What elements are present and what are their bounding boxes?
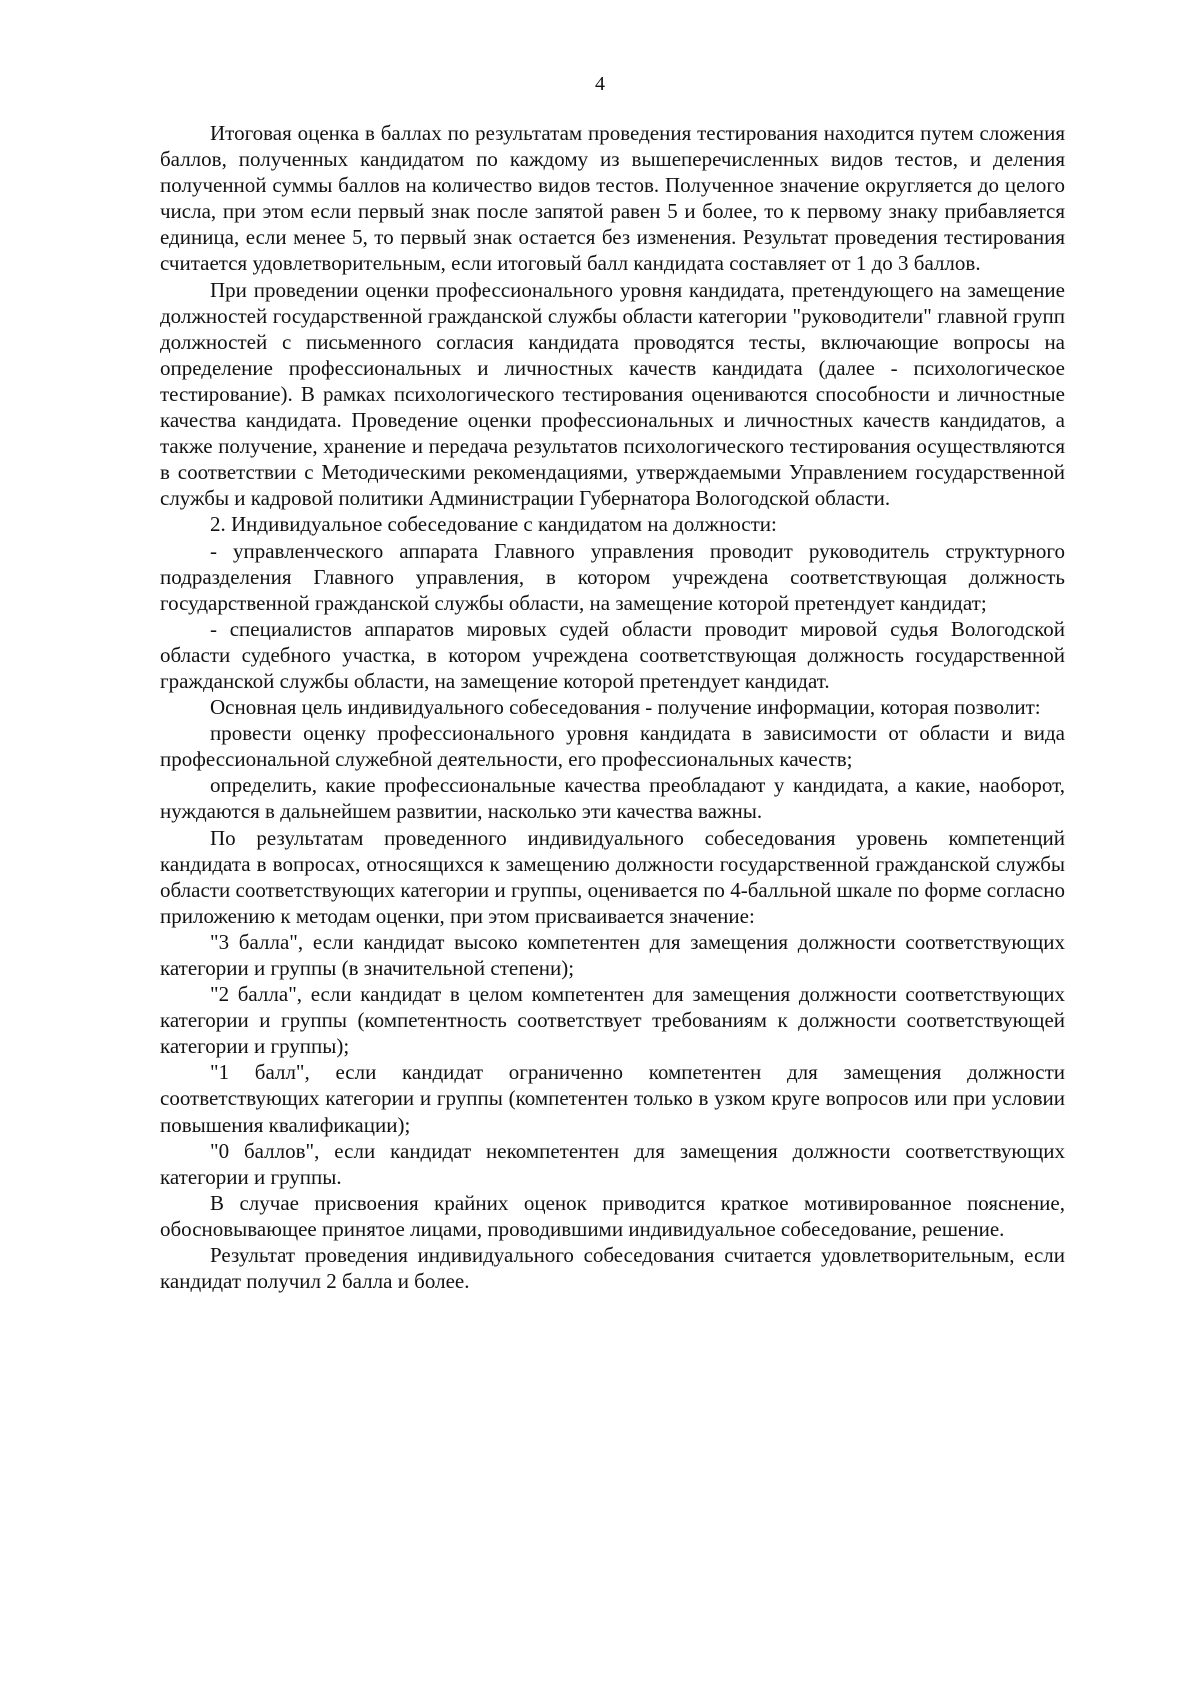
paragraph-score-1: "1 балл", если кандидат ограниченно компетентен для замещения должности соответствующих категории и группы (компетентен только в узком круге вопросов или при условии повышения квалификации); bbox=[160, 1060, 1065, 1137]
paragraph-goal-determine: определить, какие профессиональные качества преобладают у кандидата, а какие, наоборот, нуждаются в дальнейшем развитии, насколько эти качества важны. bbox=[160, 773, 1065, 824]
page-number: 4 bbox=[595, 73, 605, 95]
paragraph-interview-judges: - специалистов аппаратов мировых судей области проводит мировой судья Вологодской области судебного участка, в котором учреждена соответствующая должность государственной гражданской службы области, на замещение которой претендует кандидат. bbox=[160, 616, 1065, 693]
paragraph-final-score: Итоговая оценка в баллах по результатам проведения тестирования находится путем сложения баллов, полученных кандидатом по каждому из вышеперечисленных видов тестов, и деления полученной суммы баллов на количество видов тестов. Полученное значение округляется до целого числа, при этом если первый знак после запятой равен 5 и более, то к первому знаку прибавляется единица, если менее 5, то первый знак остается без изменения. Результат проведения тестирования считается удовлетворительным, если итоговый балл кандидата составляет от 1 до 3 баллов. bbox=[160, 121, 1065, 276]
document-body bbox=[160, 120, 1065, 1294]
paragraph-goal-assess: провести оценку профессионального уровня кандидата в зависимости от области и вида профессиональной служебной деятельности, его профессиональных качеств; bbox=[160, 721, 1065, 772]
paragraph-scoring-scale: По результатам проведенного индивидуального собеседования уровень компетенций кандидата в вопросах, относящихся к замещению должности государственной гражданской службы области соответствующих категории и группы, оценивается по 4-балльной шкале по форме согласно приложению к методам оценки, при этом присваивается значение: bbox=[160, 825, 1065, 928]
paragraph-score-3: "3 балла", если кандидат высоко компетентен для замещения должности соответствующих категории и группы (в значительной степени); bbox=[160, 929, 1065, 980]
paragraph-score-2: "2 балла", если кандидат в целом компетентен для замещения должности соответствующих категории и группы (компетентность соответствует требованиям к должности соответствующей категории и группы); bbox=[160, 982, 1065, 1059]
paragraph-interview-management: - управленческого аппарата Главного управления проводит руководитель структурного подразделения Главного управления, в котором учреждена соответствующая должность государственной гражданской службы области, на замещение которой претендует кандидат; bbox=[160, 538, 1065, 615]
paragraph-extreme-scores: В случае присвоения крайних оценок приводится краткое мотивированное пояснение, обосновывающее принятое лицами, проводившими индивидуальное собеседование, решение. bbox=[160, 1190, 1065, 1241]
paragraph-psychological-testing: При проведении оценки профессионального уровня кандидата, претендующего на замещение должностей государственной гражданской службы области категории "руководители" главной групп должностей с письменного согласия кандидата проводятся тесты, включающие вопросы на определение профессиональных и личностных качеств кандидата (далее - психологическое тестирование). В рамках психологического тестирования оцениваются способности и личностные качества кандидата. Проведение оценки профессиональных и личностных качеств кандидатов, а также получение, хранение и передача результатов психологического тестирования осуществляются в соответствии с Методическими рекомендациями, утверждаемыми Управлением государственной службы и кадровой политики Администрации Губернатора Вологодской области. bbox=[160, 277, 1065, 511]
paragraph-score-0: "0 баллов", если кандидат некомпетентен для замещения должности соответствующих категории и группы. bbox=[160, 1138, 1065, 1189]
paragraph-interview-goal: Основная цель индивидуального собеседования - получение информации, которая позволит: bbox=[210, 695, 1041, 720]
paragraph-interview-heading: 2. Индивидуальное собеседование с кандидатом на должности: bbox=[210, 512, 777, 537]
paragraph-interview-result: Результат проведения индивидуального собеседования считается удовлетворительным, если кандидат получил 2 балла и более. bbox=[160, 1243, 1065, 1294]
